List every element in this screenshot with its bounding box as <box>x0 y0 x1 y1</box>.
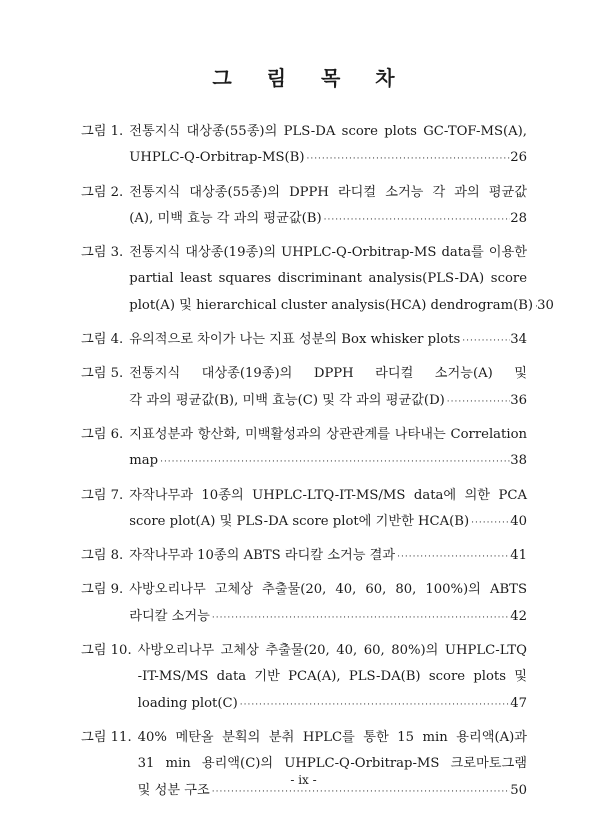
page-ref[interactable]: 42 <box>510 608 527 624</box>
page-ref[interactable]: 36 <box>510 392 527 408</box>
caption-last-line <box>138 691 527 718</box>
dot-leader <box>322 207 511 233</box>
figure-caption <box>129 119 527 173</box>
dot-leader <box>469 510 510 536</box>
caption-line: 각 과의 평균값(B), 미백 효능(C) 및 각 과의 평균값(D) <box>129 392 445 408</box>
caption-last-line <box>129 448 527 475</box>
figure-caption <box>129 543 527 570</box>
figure-entry[interactable] <box>81 327 527 354</box>
figure-number: 그림 5. <box>81 366 124 382</box>
page-ref[interactable]: 40 <box>510 513 527 529</box>
page-ref[interactable]: 38 <box>510 453 527 469</box>
figure-entry[interactable] <box>81 725 527 805</box>
figure-entry[interactable] <box>81 577 527 631</box>
figure-entry[interactable] <box>81 483 527 537</box>
figure-number: 그림 6. <box>81 426 124 442</box>
figure-number: 그림 4. <box>81 332 124 348</box>
figure-caption <box>129 483 527 537</box>
caption-line: UHPLC-Q-Orbitrap-MS(B) <box>129 150 305 166</box>
figure-caption <box>129 327 527 354</box>
caption-line: 지표성분과 항산화, 미백활성과의 상관관계를 나타내는 Correlation <box>129 426 527 442</box>
figure-number: 그림 1. <box>81 124 124 139</box>
figure-entry[interactable] <box>81 240 554 320</box>
caption-line: 자작나무과 10종의 UHPLC-LTQ-IT-MS/MS data에 의한 PCA <box>129 487 527 503</box>
dot-leader <box>158 449 510 475</box>
dot-leader <box>238 692 510 718</box>
figure-number: 그림 9. <box>81 582 124 598</box>
figure-caption <box>129 577 527 631</box>
page-ref[interactable]: 47 <box>510 695 527 711</box>
dot-leader <box>460 328 510 354</box>
caption-line: -IT-MS/MS data 기반 PCA(A), PLS-DA(B) score plots 및 <box>137 669 527 685</box>
caption-line: partial least squares discriminant analysis(PLS-DA) score <box>129 271 527 287</box>
caption-line: 자작나무과 10종의 ABTS 라디칼 소거능 결과 <box>129 548 396 564</box>
page-ref[interactable]: 41 <box>510 548 527 564</box>
caption-line: 전통지식 대상종(55종)의 PLS-DA score plots GC-TOF-MS(A), <box>129 124 527 139</box>
caption-last-line <box>129 293 554 320</box>
caption-line: loading plot(C) <box>137 695 238 711</box>
figure-caption <box>129 361 527 415</box>
caption-line: 및 성분 구조 <box>137 782 210 798</box>
page-ref[interactable]: 50 <box>510 782 527 798</box>
figure-number: 그림 8. <box>81 548 124 564</box>
caption-last-line <box>129 509 527 536</box>
figure-number: 그림 7. <box>81 487 124 503</box>
page-title: 그 림 목 차 <box>212 66 409 90</box>
caption-last-line <box>129 327 527 354</box>
figure-entry[interactable] <box>81 361 527 415</box>
caption-line: 사방오리나무 고체상 추출물(20, 40, 60, 80%)의 UHPLC-LTQ <box>137 643 527 659</box>
caption-last-line <box>129 604 527 631</box>
figure-list <box>81 119 554 812</box>
caption-line: map <box>129 453 159 469</box>
caption-line: 전통지식 대상종(19종)의 UHPLC-Q-Orbitrap-MS data를 이용한 <box>129 245 527 261</box>
page-ref[interactable]: 34 <box>510 332 527 348</box>
figure-caption <box>129 180 527 234</box>
caption-line: (A), 미백 효능 각 과의 평균값(B) <box>129 210 322 226</box>
figure-caption <box>129 422 527 476</box>
figure-number: 그림 11. <box>81 729 132 745</box>
figure-entry[interactable] <box>81 180 527 234</box>
page-ref[interactable]: 30 <box>537 297 554 313</box>
dot-leader <box>210 605 510 631</box>
figure-number: 그림 10. <box>81 643 132 659</box>
caption-line: 40% 메탄올 분획의 분취 HPLC를 통한 15 min 용리액(A)과 <box>137 729 527 745</box>
figure-entry[interactable] <box>81 543 527 570</box>
figure-entry[interactable] <box>81 422 527 476</box>
figure-number: 그림 2. <box>81 184 124 200</box>
caption-line: 전통지식 대상종(55종)의 DPPH 라디컬 소거능 각 과의 평균값 <box>129 184 527 200</box>
figure-caption <box>138 638 527 718</box>
caption-line: 라디칼 소거능 <box>129 608 210 624</box>
figure-entry[interactable] <box>81 119 527 173</box>
dot-leader <box>395 544 510 570</box>
figure-entry[interactable] <box>81 638 527 718</box>
caption-last-line <box>129 206 527 233</box>
caption-last-line <box>129 543 527 570</box>
page-ref[interactable]: 26 <box>510 150 527 166</box>
caption-last-line <box>129 388 527 415</box>
page-number: - ix - <box>290 773 317 787</box>
figure-number: 그림 3. <box>81 245 124 261</box>
caption-line: 유의적으로 차이가 나는 지표 성분의 Box whisker plots <box>129 332 461 348</box>
figure-caption <box>129 240 554 320</box>
caption-line: 사방오리나무 고체상 추출물(20, 40, 60, 80, 100%)의 ABTS <box>129 582 527 598</box>
caption-line: 전통지식 대상종(19종)의 DPPH 라디컬 소거능(A) 및 <box>129 366 527 382</box>
caption-line: 31 min 용리액(C)의 UHPLC-Q-Orbitrap-MS 크로마토그램 <box>137 756 527 772</box>
figure-caption <box>138 725 527 805</box>
dot-leader <box>445 389 510 415</box>
caption-line: score plot(A) 및 PLS-DA score plot에 기반한 HCA(B) <box>129 513 470 529</box>
caption-line: plot(A) 및 hierarchical cluster analysis(HCA) dendrogram(B) <box>129 297 534 313</box>
dot-leader <box>304 146 510 172</box>
page-ref[interactable]: 28 <box>510 210 527 226</box>
caption-last-line <box>129 145 527 172</box>
